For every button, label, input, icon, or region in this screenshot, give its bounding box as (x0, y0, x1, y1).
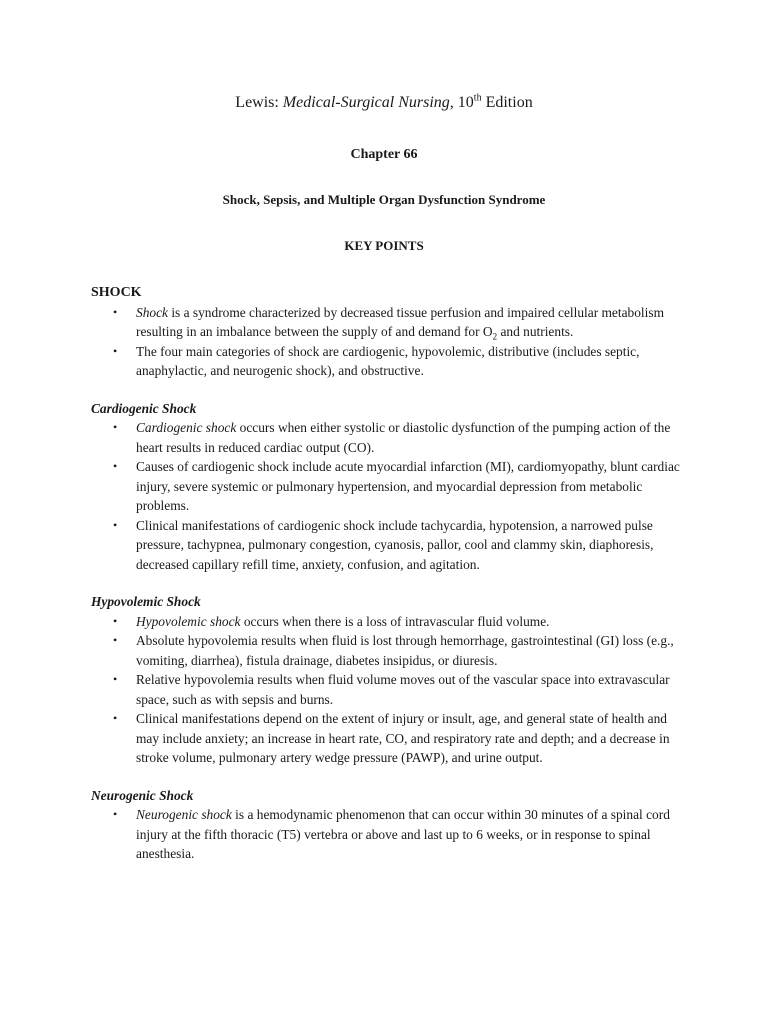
item-text: Clinical manifestations depend on the extent of injury or insult, age, and general state of health and may include anxiety; an increase in heart rate, CO, and respiratory rate and depth; and a decrease in stroke volume, pulmonary artery wedge pressure (PAWP), and urine output. (136, 711, 670, 765)
list-item (91, 418, 691, 457)
bullet-icon: • (113, 459, 118, 473)
chapter-number: Chapter 66 (350, 147, 418, 162)
item-text: occurs when either systolic or diastolic dysfunction of the pumping action of the heart results in reduced cardiac output (CO). (136, 420, 671, 455)
book-title: Medical-Surgical Nursing, (282, 94, 454, 111)
list-item (91, 612, 691, 632)
bullet-icon: • (113, 420, 118, 434)
list-item (91, 342, 691, 381)
bullet-icon: • (113, 633, 118, 647)
bullet-list (91, 303, 691, 381)
edition-suffix: th (473, 92, 482, 104)
list-item (91, 303, 691, 342)
edition-number: 10 (453, 94, 474, 111)
bullet-icon: • (113, 711, 118, 725)
section-heading: Cardiogenic Shock (91, 400, 197, 416)
term: Cardiogenic shock (136, 420, 237, 435)
section-neurogenic (91, 786, 691, 864)
list-item (91, 670, 691, 709)
bullet-icon: • (113, 672, 118, 686)
bullet-icon: • (113, 343, 118, 358)
book-prefix: Lewis: (235, 94, 283, 111)
bullet-icon: • (113, 807, 118, 821)
section-heading: Neurogenic Shock (91, 787, 194, 803)
item-text: Relative hypovolemia results when fluid volume moves out of the vascular space into extravascular space, such as with sepsis and burns. (136, 672, 670, 707)
bullet-icon: • (113, 613, 118, 628)
list-item (91, 631, 691, 670)
list-item (91, 457, 691, 516)
list-item (91, 516, 691, 575)
bullet-icon: • (113, 517, 118, 532)
item-text: and nutrients. (497, 324, 574, 339)
bullet-list (91, 418, 691, 574)
item-text: Absolute hypovolemia results when fluid is lost through hemorrhage, gastrointestinal (GI) loss (e.g., vomiting, diarrhea), fistula drainage, diabetes insipidus, or diuresis. (136, 633, 674, 668)
item-text: Causes of cardiogenic shock include acute myocardial infarction (MI), cardiomyopathy, blunt cardiac injury, severe systemic or pulmonary hypertension, and myocardial depression from metabolic problems. (136, 459, 680, 513)
section-hypovolemic (91, 592, 691, 768)
document-body (91, 283, 691, 864)
bullet-list (91, 805, 691, 864)
item-text: The four main categories of shock are cardiogenic, hypovolemic, distributive (includes septic, anaphylactic, and neurogenic shock), and obstructive. (136, 343, 640, 378)
term: Shock (136, 304, 168, 320)
section-shock (91, 283, 691, 381)
edition-word: Edition (481, 94, 533, 111)
item-text: occurs when there is a loss of intravascular fluid volume. (240, 613, 550, 629)
section-cardiogenic (91, 399, 691, 575)
chapter-title: Shock, Sepsis, and Multiple Organ Dysfunction Syndrome (222, 192, 546, 207)
list-item (91, 805, 691, 864)
bullet-list (91, 612, 691, 768)
item-text: is a syndrome characterized by decreased tissue perfusion and impaired cellular metabolism resulting in an imbalance between the supply of and demand for O (136, 304, 664, 339)
list-item (91, 709, 691, 768)
key-points-heading: KEY POINTS (344, 238, 424, 253)
section-heading: Hypovolemic Shock (91, 594, 201, 609)
section-heading: SHOCK (91, 285, 142, 300)
term: Neurogenic shock (136, 807, 232, 822)
term: Hypovolemic shock (136, 613, 241, 629)
subscript: 2 (492, 331, 498, 342)
item-text: Clinical manifestations of cardiogenic shock include tachycardia, hypotension, a narrowed pulse pressure, tachypnea, pulmonary congestion, cyanosis, pallor, cool and clammy skin, diaphoresis, decreased capillary refill time, anxiety, confusion, and agitation. (136, 517, 654, 572)
item-text: is a hemodynamic phenomenon that can occur within 30 minutes of a spinal cord injury at the fifth thoracic (T5) vertebra or above and last up to 6 weeks, or in response to spinal anesthesia. (136, 807, 670, 861)
bullet-icon: • (113, 304, 118, 319)
book-title-line (0, 94, 768, 112)
